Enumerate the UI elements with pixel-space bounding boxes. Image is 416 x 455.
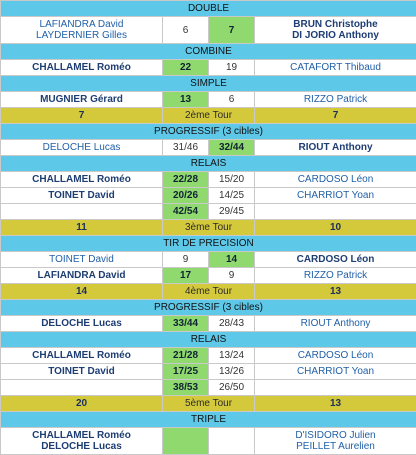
player-right: RIOUT Anthony — [255, 316, 416, 332]
player-left: TOINET David — [1, 252, 163, 268]
tour-score-left: 20 — [1, 396, 163, 412]
tour-label: 4ème Tour — [163, 284, 255, 300]
player-right: RIZZO Patrick — [255, 92, 416, 108]
score-right: 32/44 — [209, 140, 255, 156]
empty-cell — [255, 204, 416, 220]
player-name: D'ISIDORO Julien — [257, 430, 414, 441]
score-left: 9 — [163, 252, 209, 268]
tour-score-right: 13 — [255, 284, 416, 300]
empty-cell — [1, 380, 163, 396]
score-left: 33/44 — [163, 316, 209, 332]
section-header-triple: TRIPLE — [1, 412, 416, 428]
score-left: 20/26 — [163, 188, 209, 204]
player-name: BRUN Christophe — [257, 19, 414, 30]
score-right: 14 — [209, 252, 255, 268]
score-right: 7 — [209, 17, 255, 44]
player-right: RIOUT Anthony — [255, 140, 416, 156]
player-left: MUGNIER Gérard — [1, 92, 163, 108]
player-right: CATAFORT Thibaud — [255, 60, 416, 76]
player-left: CHALLAMEL Roméo — [1, 172, 163, 188]
section-header-double: DOUBLE — [1, 1, 416, 17]
player-right: RIZZO Patrick — [255, 268, 416, 284]
total-right: 26/50 — [209, 380, 255, 396]
score-left: 6 — [163, 17, 209, 44]
player-right: CARDOSO Léon — [255, 348, 416, 364]
tour-score-right: 10 — [255, 220, 416, 236]
score-right: 15/20 — [209, 172, 255, 188]
player-name: DELOCHE Lucas — [3, 441, 160, 452]
player-left: TOINET David — [1, 364, 163, 380]
section-header-progressif: PROGRESSIF (3 cibles) — [1, 124, 416, 140]
player-right: CARDOSO Léon — [255, 172, 416, 188]
score-left: 31/46 — [163, 140, 209, 156]
score-right: 13/24 — [209, 348, 255, 364]
score-right: 19 — [209, 60, 255, 76]
player-right: CARDOSO Léon — [255, 252, 416, 268]
total-left: 38/53 — [163, 380, 209, 396]
score-left: 17/25 — [163, 364, 209, 380]
score-right: 6 — [209, 92, 255, 108]
player-name: PEILLET Aurelien — [257, 441, 414, 452]
score-left: 13 — [163, 92, 209, 108]
section-header-progressif: PROGRESSIF (3 cibles) — [1, 300, 416, 316]
tour-score-left: 7 — [1, 108, 163, 124]
player-left: LAFIANDRA David — [1, 268, 163, 284]
section-header-relais: RELAIS — [1, 332, 416, 348]
player-name: CHALLAMEL Roméo — [3, 430, 160, 441]
player-left: CHALLAMEL Roméo — [1, 60, 163, 76]
score-right: 28/43 — [209, 316, 255, 332]
tour-label: 5ème Tour — [163, 396, 255, 412]
player-left: TOINET David — [1, 188, 163, 204]
section-header-relais: RELAIS — [1, 156, 416, 172]
tour-score-left: 11 — [1, 220, 163, 236]
empty-cell — [1, 204, 163, 220]
player-name: LAFIANDRA David — [3, 19, 160, 30]
total-right: 29/45 — [209, 204, 255, 220]
team-left — [1, 17, 163, 44]
score-left — [163, 428, 209, 455]
score-left: 22 — [163, 60, 209, 76]
tour-score-right: 7 — [255, 108, 416, 124]
empty-cell — [255, 380, 416, 396]
section-header-combine: COMBINE — [1, 44, 416, 60]
player-left: DELOCHE Lucas — [1, 316, 163, 332]
score-left: 17 — [163, 268, 209, 284]
tour-label: 2ème Tour — [163, 108, 255, 124]
team-right — [255, 428, 416, 455]
player-name: DI JORIO Anthony — [257, 30, 414, 41]
player-right: CHARRIOT Yoan — [255, 364, 416, 380]
player-name: LAYDERNIER Gilles — [3, 30, 160, 41]
player-left: DELOCHE Lucas — [1, 140, 163, 156]
score-right: 13/26 — [209, 364, 255, 380]
tour-score-right: 13 — [255, 396, 416, 412]
player-right: CHARRIOT Yoan — [255, 188, 416, 204]
score-right: 9 — [209, 268, 255, 284]
score-left: 21/28 — [163, 348, 209, 364]
section-header-tir-de-precision: TIR DE PRECISION — [1, 236, 416, 252]
tour-label: 3ème Tour — [163, 220, 255, 236]
score-right — [209, 428, 255, 455]
tour-score-left: 14 — [1, 284, 163, 300]
team-right — [255, 17, 416, 44]
section-header-simple: SIMPLE — [1, 76, 416, 92]
total-left: 42/54 — [163, 204, 209, 220]
score-right: 14/25 — [209, 188, 255, 204]
player-left: CHALLAMEL Roméo — [1, 348, 163, 364]
team-left — [1, 428, 163, 455]
score-left: 22/28 — [163, 172, 209, 188]
